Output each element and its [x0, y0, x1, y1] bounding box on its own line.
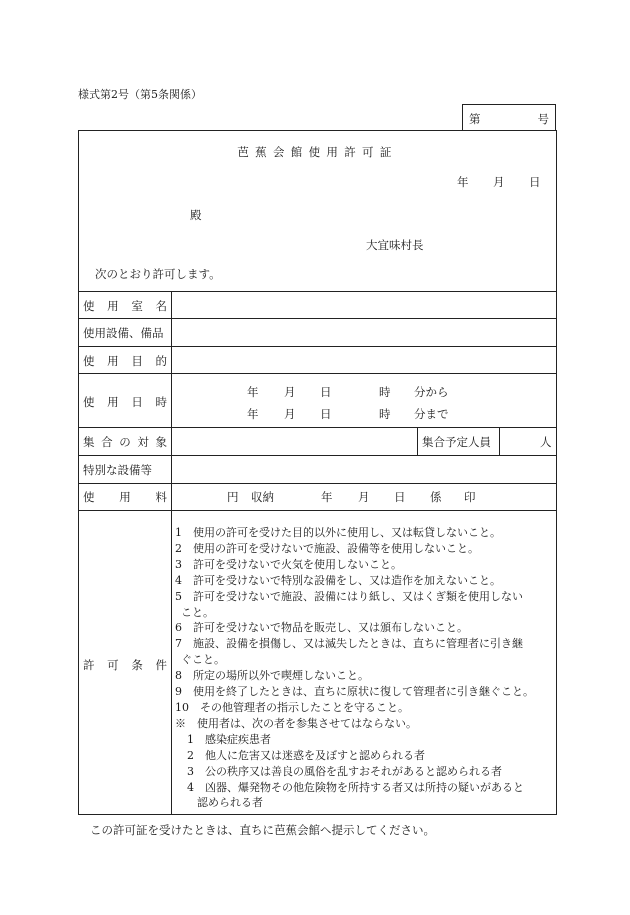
- row-divider: [79, 373, 556, 374]
- column-divider: [499, 427, 500, 455]
- condition-line: 5 許可を受けないで施設、設備にはり紙し、又はくぎ類を使用しない: [175, 589, 523, 603]
- condition-line: 4 許可を受けないで特別な設備をし、又は造作を加えないこと。: [175, 573, 501, 587]
- row-divider: [79, 291, 556, 292]
- row-divider: [79, 510, 556, 511]
- to-year: 年: [247, 407, 259, 421]
- fee-received: 収納: [251, 490, 274, 504]
- count-unit: 人: [540, 435, 552, 449]
- condition-line: 2 他人に危害又は迷惑を及ぼすと認められる者: [187, 748, 425, 762]
- date-year: 年: [457, 175, 469, 189]
- addressee-suffix: 殿: [190, 208, 202, 222]
- condition-line: 7 施設、設備を損傷し、又は滅失したときは、直ちに管理者に引き継: [175, 637, 523, 651]
- row-divider: [79, 483, 556, 484]
- fee-year: 年: [321, 490, 333, 504]
- fee-month: 月: [358, 490, 370, 504]
- purpose-label: 使 用 目 的: [83, 354, 167, 368]
- fee-clerk: 係: [430, 490, 442, 504]
- condition-line: 8 所定の場所以外で喫煙しないこと。: [175, 669, 369, 683]
- condition-line: 9 使用を終了したときは、直ちに原状に復して管理者に引き継ぐこと。: [175, 685, 534, 699]
- fee-label: 使 用 料: [83, 490, 167, 504]
- row-divider: [79, 318, 556, 319]
- condition-line: 2 使用の許可を受けないで施設、設備等を使用しないこと。: [175, 541, 479, 555]
- from-day: 日: [320, 385, 332, 399]
- condition-line: 6 許可を受けないで物品を販売し、又は頒布しないこと。: [175, 621, 468, 635]
- date-day: 日: [529, 175, 541, 189]
- condition-line: こと。: [181, 605, 214, 619]
- number-suffix: 号: [537, 112, 549, 126]
- to-day: 日: [320, 407, 332, 421]
- condition-line: 1 使用の許可を受けた目的以外に使用し、又は転貸しないこと。: [175, 526, 501, 539]
- permit-form: [78, 130, 557, 815]
- from-minute: 分から: [414, 385, 449, 399]
- to-month: 月: [284, 407, 296, 421]
- intro-text: 次のとおり許可します。: [95, 267, 221, 281]
- from-year: 年: [247, 385, 259, 399]
- footer-note: この許可証を受けたときは、直ちに芭蕉会館へ提示してください。: [90, 823, 435, 837]
- from-month: 月: [284, 385, 296, 399]
- datetime-label: 使 用 日 時: [83, 395, 167, 409]
- column-divider: [417, 427, 418, 455]
- issuer-name: 大宜味村長: [366, 238, 424, 252]
- room-label: 使 用 室 名: [83, 299, 167, 313]
- row-divider: [79, 427, 556, 428]
- expected-count-label: 集合予定人員: [422, 435, 491, 449]
- fee-yen: 円: [227, 490, 239, 504]
- condition-line: ※ 使用者は、次の者を参集させてはならない。: [175, 716, 417, 730]
- fee-day: 日: [394, 490, 406, 504]
- to-minute: 分まで: [414, 407, 449, 421]
- conditions-label: 許 可 条 件: [83, 658, 167, 672]
- conditions-list: [175, 525, 555, 811]
- form-number-label: 様式第2号（第5条関係）: [78, 88, 202, 101]
- condition-line: ぐこと。: [181, 653, 225, 667]
- audience-label: 集 合 の 対 象: [83, 435, 167, 449]
- special-equipment-label: 特別な設備等: [83, 463, 152, 477]
- condition-line: 10 その他管理者の指示したことを守ること。: [175, 700, 409, 714]
- column-divider: [171, 291, 172, 814]
- row-divider: [79, 455, 556, 456]
- from-hour: 時: [379, 385, 391, 399]
- condition-line: 1 感染症疾患者: [187, 732, 271, 746]
- condition-line: 3 公の秩序又は善良の風俗を乱すおそれがあると認められる者: [187, 764, 502, 778]
- condition-line: 認められる者: [197, 796, 263, 810]
- equipment-label: 使用設備、備品: [83, 326, 164, 340]
- condition-line: 3 許可を受けないで火気を使用しないこと。: [175, 557, 402, 571]
- condition-line: 4 凶器、爆発物その他危険物を所持する者又は所持の疑いがあると: [187, 780, 524, 794]
- number-prefix: 第: [469, 112, 481, 126]
- fee-seal: 印: [464, 490, 476, 504]
- date-month: 月: [493, 175, 505, 189]
- to-hour: 時: [379, 407, 391, 421]
- row-divider: [79, 346, 556, 347]
- permit-title: 芭蕉会館使用許可証: [237, 145, 398, 159]
- permit-number-box: [462, 104, 556, 130]
